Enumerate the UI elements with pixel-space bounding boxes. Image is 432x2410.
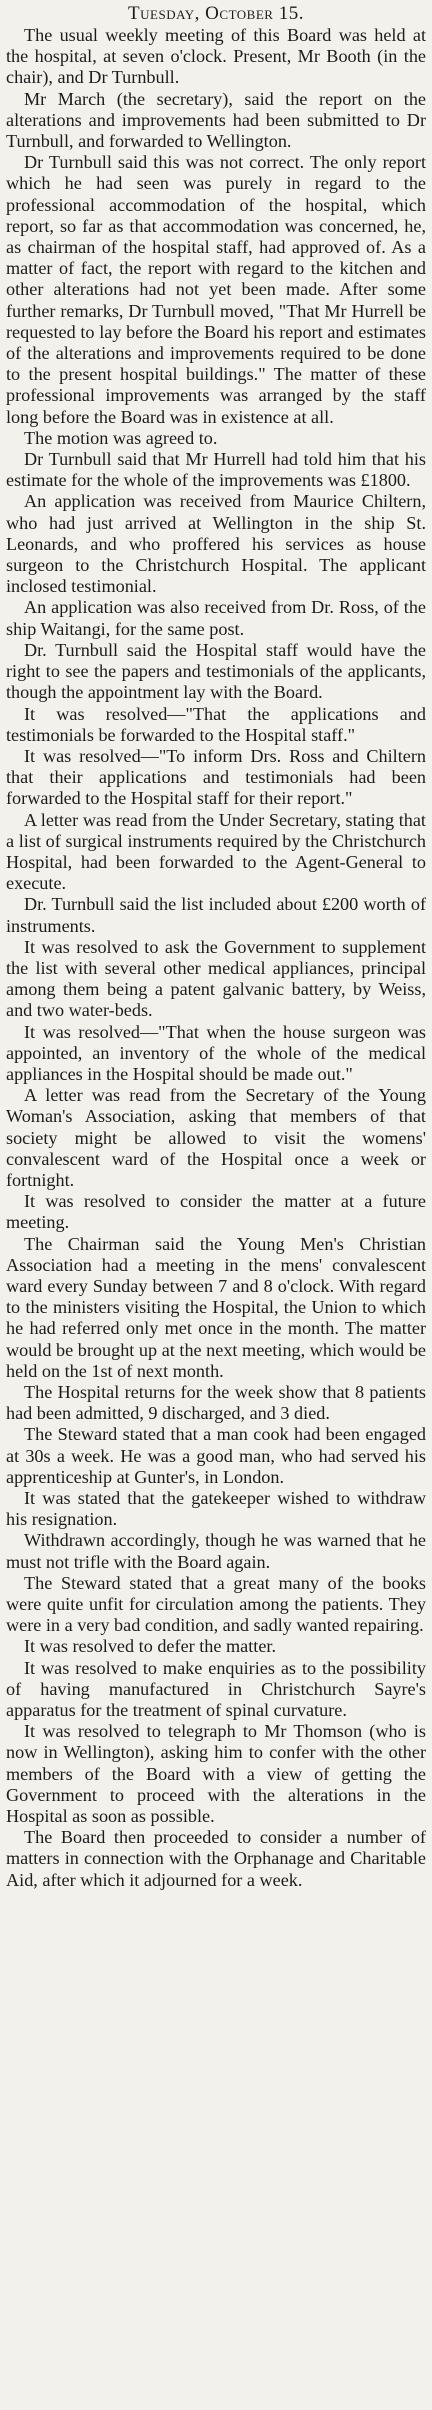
paragraph-ross-application: An application was also received from Dr. Ross, of the ship Waitangi, for the same post. bbox=[6, 597, 426, 639]
paragraph-meeting-opening: The usual weekly meeting of this Board was held at the hospital, at seven o'clock. Present, Mr Booth (in the chair), and Dr Turnbull. bbox=[6, 25, 426, 88]
paragraph-gatekeeper: It was stated that the gatekeeper wished to withdraw his resignation. bbox=[6, 1488, 426, 1530]
paragraph-supplement-list: It was resolved to ask the Government to supplement the list with several other medical appliances, principal among them being a patent galvanic battery, by Weiss, and two water-beds. bbox=[6, 936, 426, 1021]
paragraph-hospital-returns: The Hospital returns for the week show that 8 patients had been admitted, 9 discharged, and 3 died. bbox=[6, 1382, 426, 1424]
paragraph-resolution-inform: It was resolved—"To inform Drs. Ross and Chiltern that their applications and testimonials had been forwarded to the Hospital staff for their report." bbox=[6, 745, 426, 809]
paragraph-adjourned: The Board then proceeded to consider a number of matters in connection with the Orphanage and Charitable Aid, after which it adjourned for a week. bbox=[6, 1827, 426, 1890]
paragraph-instruments-worth: Dr. Turnbull said the list included about £200 worth of instruments. bbox=[6, 894, 426, 936]
paragraph-under-secretary-letter: A letter was read from the Under Secretary, stating that a list of surgical instruments required by the Christchurch Hospital, had been forwarded to the Agent-General to execute. bbox=[6, 809, 426, 894]
paragraph-consider-later: It was resolved to consider the matter at a future meeting. bbox=[6, 1191, 426, 1233]
paragraph-turnbull-motion: Dr Turnbull said this was not correct. The only report which he had seen was purely in regard to the professional accommodation of the hospital, which report, so far as that accommodation was concerned, he, as chairman of the hospital staff, had approved of. As a matter of fact, the report with regard to the kitchen and other alterations had not yet been made. After some further remarks, Dr Turnbull moved, "That Mr Hurrell be requested to lay before the Board his report and estimates of the alterations and improvements required to be done to the present hospital buildings." The matter of these professional improvements was arranged by the staff long before the Board was in existence at all. bbox=[6, 152, 426, 427]
paragraph-defer: It was resolved to defer the matter. bbox=[24, 1636, 277, 1657]
paragraph-telegraph-thomson: It was resolved to telegraph to Mr Thomson (who is now in Wellington), asking him to confer with the other members of the Board with a view of getting the Government to proceed with the alterations in the Hospital as soon as possible. bbox=[6, 1721, 426, 1827]
paragraph-books-condition: The Steward stated that a great many of the books were quite unfit for circulation among the patients. They were in a very bad condition, and sadly wanted repairing. bbox=[6, 1572, 426, 1636]
paragraph-resolution-forward: It was resolved—"That the applications and testimonials be forwarded to the Hospital staff." bbox=[6, 703, 426, 745]
paragraph-staff-right: Dr. Turnbull said the Hospital staff would have the right to see the papers and testimonials of the applicants, though the appointment lay with the Board. bbox=[6, 639, 426, 703]
dateline: Tuesday, October 15. bbox=[128, 3, 304, 24]
paragraph-secretary-report: Mr March (the secretary), said the report on the alterations and improvements had been submitted to Dr Turnbull, and forwarded to Wellington. bbox=[6, 88, 426, 152]
paragraph-ywa-letter: A letter was read from the Secretary of the Young Woman's Association, asking that members of that society might be allowed to visit the womens' convalescent ward of the Hospital once a week or fortnight. bbox=[6, 1085, 426, 1190]
paragraph-cook-engaged: The Steward stated that a man cook had been engaged at 30s a week. He was a good man, who had served his apprenticeship at Gunter's, in London. bbox=[6, 1424, 426, 1487]
paragraph-estimate: Dr Turnbull said that Mr Hurrell had told him that his estimate for the whole of the improvements was £1800. bbox=[6, 449, 426, 491]
paragraph-withdrawn: Withdrawn accordingly, though he was warned that he must not trifle with the Board again. bbox=[6, 1530, 426, 1572]
paragraph-ymca-meeting: The Chairman said the Young Men's Christian Association had a meeting in the mens' convalescent ward every Sunday between 7 and 8 o'clock. With regard to the ministers visiting the Hospital, the Union to which he had referred only met once in the month. The matter would be brought up at the next meeting, which would be held on the 1st of next month. bbox=[6, 1233, 426, 1381]
paragraph-sayre-apparatus: It was resolved to make enquiries as to the possibility of having manufactured in Christchurch Sayre's apparatus for the treatment of spinal curvature. bbox=[6, 1657, 426, 1721]
paragraph-inventory: It was resolved—"That when the house surgeon was appointed, an inventory of the whole of the medical appliances in the Hospital should be made out." bbox=[6, 1021, 426, 1084]
paragraph-chiltern-application: An application was received from Maurice Chiltern, who had just arrived at Wellington in the ship St. Leonards, and who proffered his services as house surgeon to the Christchurch Hospital. The applicant inclosed testimonial. bbox=[6, 491, 426, 597]
paragraph-motion-agreed: The motion was agreed to. bbox=[24, 427, 218, 448]
